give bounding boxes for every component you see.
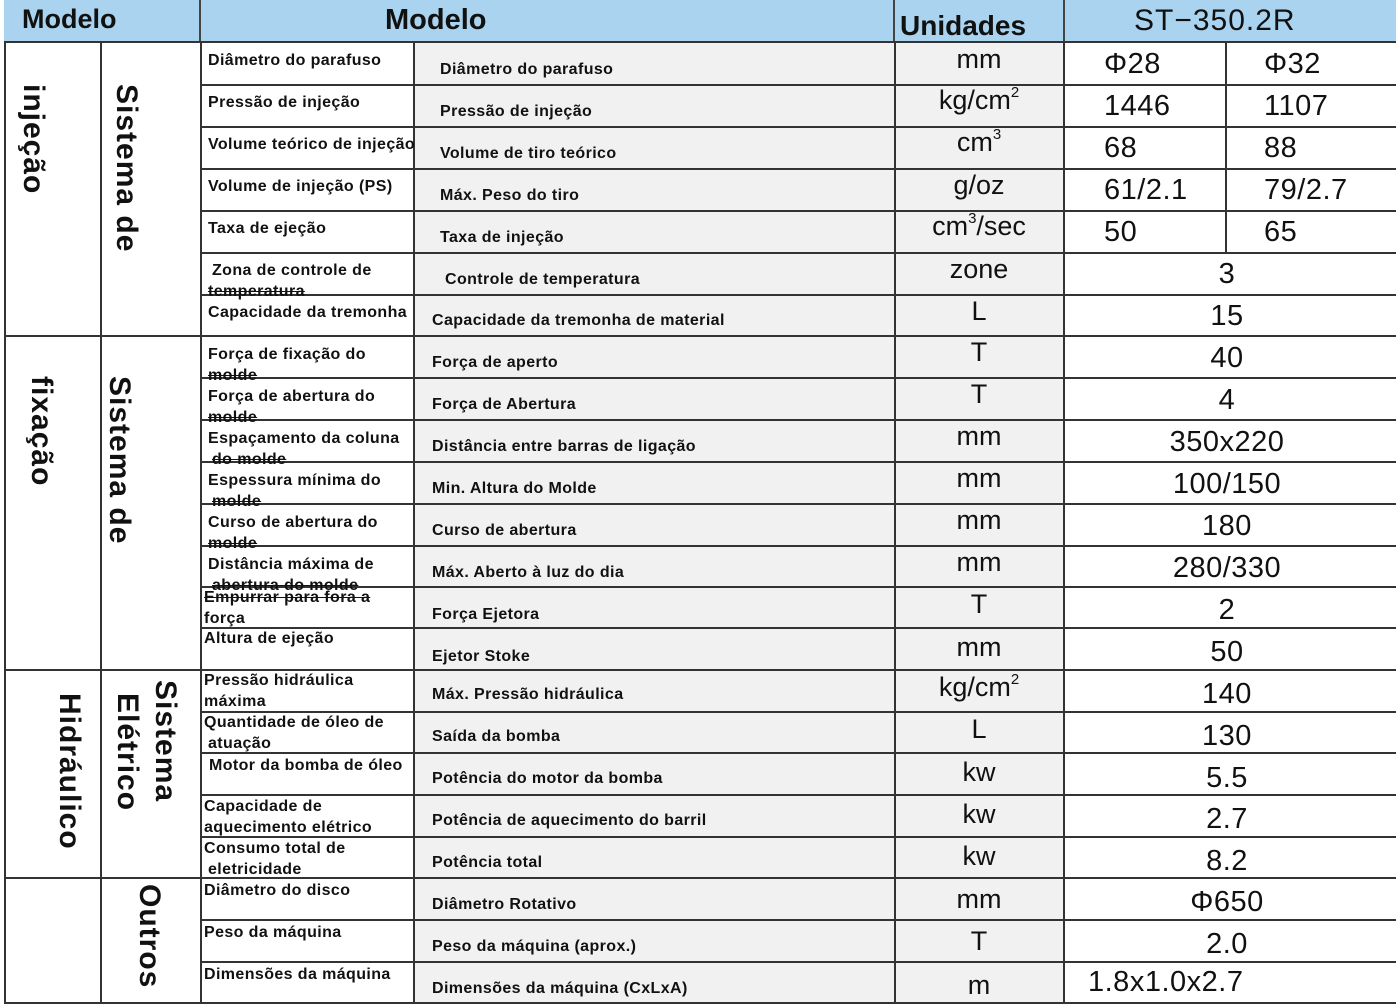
row-4-value-2: 65 [1264,216,1298,248]
row-8-value: 4 [1218,384,1236,416]
row-9-value: 350x220 [1169,426,1285,458]
grid-col-line [4,41,6,1004]
grid-top [4,41,1396,43]
row-2-unit: $cm^3$ [956,126,1002,157]
row-1-value-1: 1446 [1104,90,1171,122]
row-6-label: Capacidade da tremonha [208,304,408,321]
row-15-desc: Máx. Pressão hidráulica [432,686,624,703]
row-7-desc: Força de aperto [432,354,559,371]
row-16-desc: Saída da bomba [432,728,561,745]
row-20-label: Diâmetro do disco [204,882,351,899]
row-19-value: 8.2 [1206,845,1248,877]
row-16-value: 130 [1202,720,1252,752]
row-22-label: Dimensões da máquina [204,966,391,983]
row-11-desc: Curso de abertura [432,522,577,539]
row-14-desc: Ejetor Stoke [432,648,531,665]
row-6-desc: Capacidade da tremonha de material [432,312,725,329]
grid-row-line [201,210,1396,212]
row-21-desc: Peso da máquina (aprox.) [432,938,637,955]
row-18-desc: Potência de aquecimento do barril [432,812,707,829]
group-label-injection: injeção [17,84,50,195]
row-11-unit: mm [956,505,1002,535]
row-10-unit: mm [956,463,1002,493]
grid-col-split [1225,41,1227,253]
row-17-unit: kw [962,757,996,787]
row-2-value-2: 88 [1264,132,1298,164]
row-1-unit: $kg/cm^2$ [938,84,1020,115]
header-model-name: ST−350.2R [1134,4,1296,37]
row-20-unit: mm [956,884,1002,914]
row-13-label: Empurrar para fora a força [204,589,371,627]
row-21-value: 2.0 [1206,928,1248,960]
row-4-label: Taxa de ejeção [208,220,327,237]
group-label-hydraulic: Hidráulico [53,693,86,850]
grid-row-line [201,919,1396,921]
row-3-desc: Máx. Peso do tiro [440,187,580,204]
row-18-value: 2.7 [1206,803,1248,835]
row-20-value: Φ650 [1190,886,1264,918]
row-11-value: 180 [1202,510,1252,542]
row-1-desc: Pressão de injeção [440,103,593,120]
row-4-value-1: 50 [1104,216,1138,248]
row-12-unit: mm [956,547,1002,577]
group-label-clamping: fixação [25,376,58,487]
row-21-unit: T [970,926,988,956]
row-10-label: Espessura mínima do molde [208,472,381,510]
row-15-label: Pressão hidráulica máxima [204,672,354,710]
row-7-unit: T [970,337,988,367]
row-5-desc: Controle de temperatura [445,271,641,288]
row-2-label: Volume teórico de injeção [208,136,416,153]
row-2-desc: Volume de tiro teórico [440,145,617,162]
row-11-label: Curso de abertura do molde [208,514,378,552]
row-15-unit: $kg/cm^2$ [938,671,1020,702]
row-9-desc: Distância entre barras de ligação [432,438,696,455]
row-0-label: Diâmetro do parafuso [208,52,382,69]
row-10-desc: Min. Altura do Molde [432,480,597,497]
header-modelo-left: Modelo [22,4,117,34]
row-17-label: Motor da bomba de óleo [209,757,403,774]
grid-row-line [201,168,1396,170]
group-label-others: Outros [133,884,166,989]
grid-col-line [200,41,202,1004]
row-15-value: 140 [1202,678,1252,710]
row-7-value: 40 [1210,342,1244,374]
row-0-desc: Diâmetro do parafuso [440,61,614,78]
row-10-value: 100/150 [1172,468,1282,500]
row-16-unit: L [971,714,987,744]
grid-row-line [201,126,1396,128]
row-8-unit: T [970,379,988,409]
row-19-desc: Potência total [432,854,543,871]
row-0-value-1: Φ28 [1104,48,1161,80]
row-1-value-2: 1107 [1264,90,1329,122]
row-4-desc: Taxa de injeção [440,229,564,246]
row-9-unit: mm [956,421,1002,451]
row-3-unit: g/oz [953,170,1005,200]
row-5-value: 3 [1218,258,1236,290]
row-21-label: Peso da máquina [204,924,342,941]
grid-bottom [4,1002,1396,1004]
row-14-unit: mm [956,632,1002,662]
row-0-value-2: Φ32 [1264,48,1321,80]
row-6-value: 15 [1210,300,1244,332]
header-modelo-center: Modelo [385,4,487,36]
header-cell-modelo-2 [201,0,895,42]
row-8-label: Força de abertura do molde [208,388,376,426]
row-18-unit: kw [962,799,996,829]
row-6-unit: L [971,296,987,326]
row-12-desc: Máx. Aberto à luz do dia [432,564,625,581]
row-9-label: Espaçamento da coluna do molde [208,430,400,468]
group-label-electric: Elétrico [111,693,144,812]
row-19-unit: kw [962,841,996,871]
row-22-value: 1.8x1.0x2.7 [1088,966,1244,998]
row-17-desc: Potência do motor da bomba [432,770,663,787]
row-4-unit: $cm^3/\sec$ [932,210,1026,241]
grid-group-line [4,335,1396,337]
row-7-label: Força de fixação do molde [208,346,366,384]
row-14-label: Altura de ejeção [204,630,335,647]
row-1-label: Pressão de injeção [208,94,361,111]
grid-row-line [201,84,1396,86]
grid-row-line [201,961,1396,963]
grid-row-line [201,252,1396,254]
row-19-label: Consumo total de eletricidade [204,840,346,878]
row-13-unit: T [970,589,988,619]
row-14-value: 50 [1210,636,1244,668]
row-5-label: Zona de controle de temperatura [208,262,372,300]
row-13-desc: Força Ejetora [432,606,540,623]
header-units: Unidades [900,10,1027,41]
row-12-value: 280/330 [1172,552,1282,584]
row-3-value-1: 61/2.1 [1104,174,1188,206]
group-label-system: Sistema [149,680,182,803]
group-label-clamping-system: Sistema de [103,376,136,545]
row-5-unit: zone [949,254,1009,284]
row-3-value-2: 79/2.7 [1264,174,1348,206]
row-8-desc: Força de Abertura [432,396,577,413]
row-12-label: Distância máxima de abertura do molde [208,556,374,594]
row-16-label: Quantidade de óleo de atuação [204,714,384,752]
row-18-label: Capacidade de aquecimento elétrico [204,798,373,836]
row-22-desc: Dimensões da máquina (CxLxA) [432,980,688,997]
row-13-value: 2 [1218,594,1236,626]
row-20-desc: Diâmetro Rotativo [432,896,577,913]
group-label-injection-system: Sistema de [110,84,143,253]
row-17-value: 5.5 [1206,762,1248,794]
row-0-unit: mm [956,44,1002,74]
row-3-label: Volume de injeção (PS) [208,178,393,195]
row-2-value-1: 68 [1104,132,1138,164]
row-22-unit: m [967,970,991,1000]
